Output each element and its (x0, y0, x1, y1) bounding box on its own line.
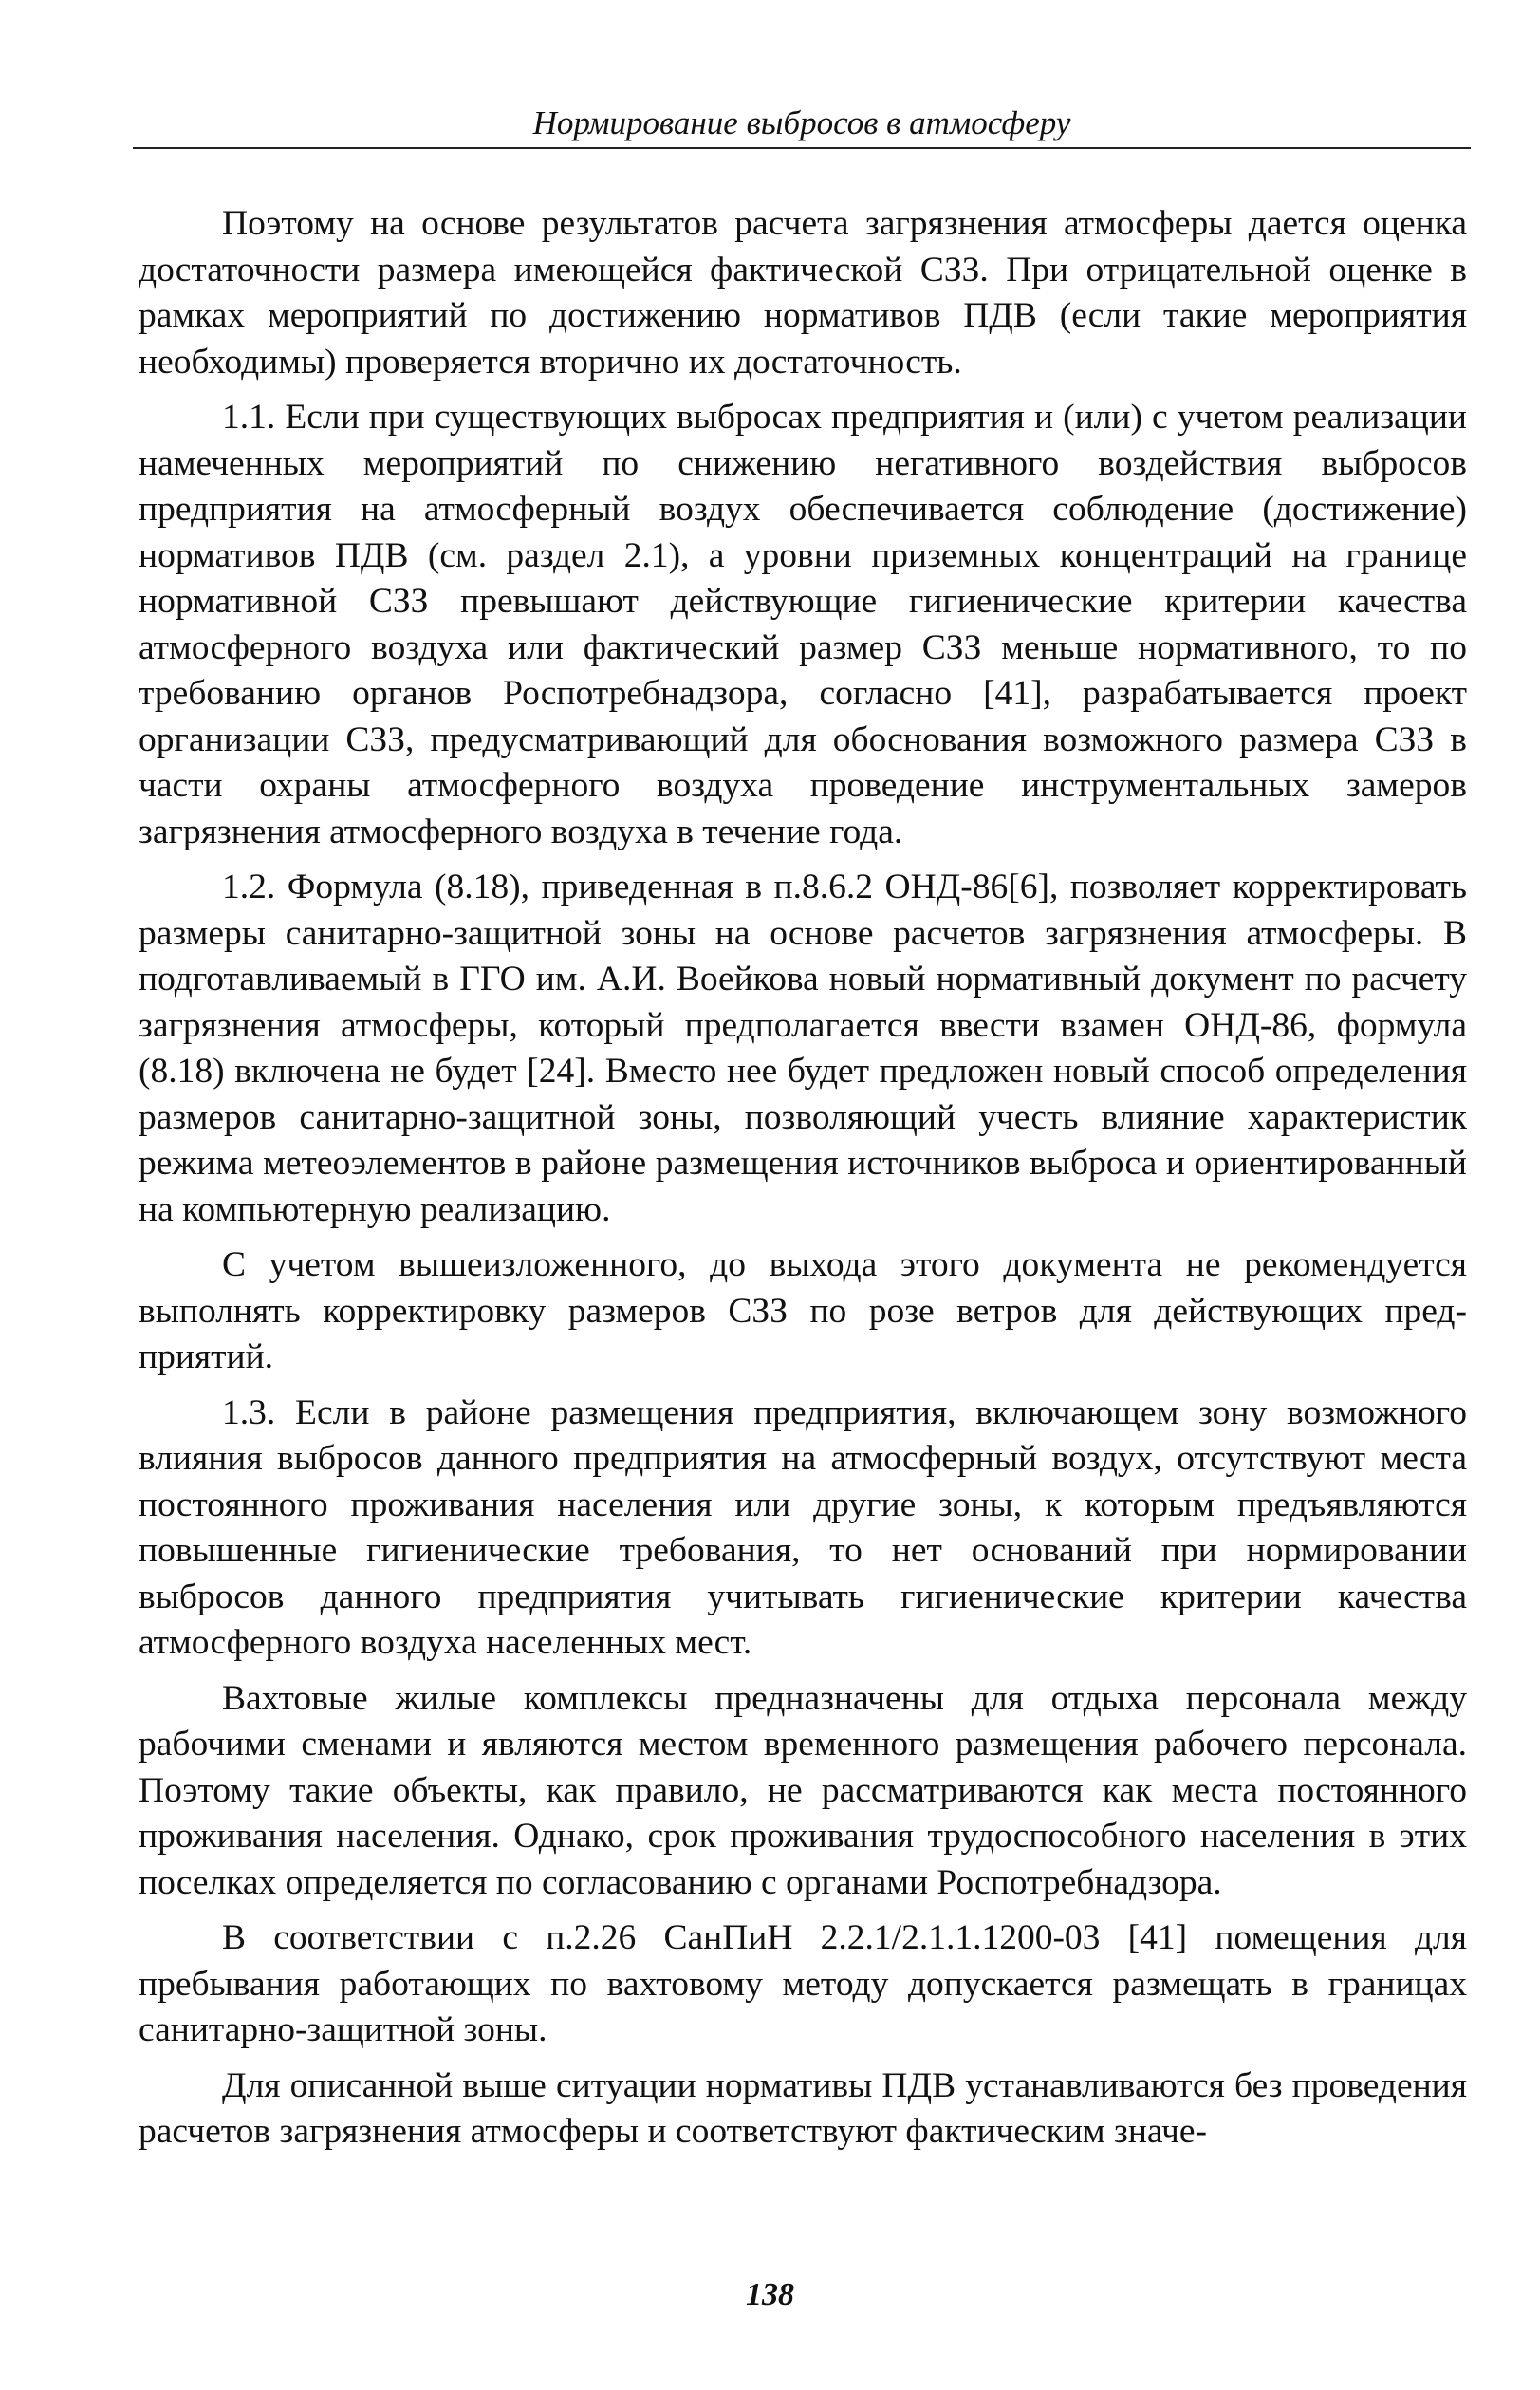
page-number: 138 (746, 2277, 794, 2312)
body-text (139, 201, 1467, 2165)
paragraph-pdv-situation: Для описанной выше ситуации нормативы ПДВ устанавливаются без проведения расчетов загрязнения атмосферы и соответствуют фактическим значе- (139, 2065, 1467, 2151)
paragraph-1-2: 1.2. Формула (8.18), приведенная в п.8.6.2 ОНД-86[6], позволяет корректировать размеры санитарно-защитной зоны на основе расчетов загрязнения атмосферы. В подготавливаемый в ГГО им. А.И. Воейкова новый нормативный документ по расчету загрязнения атмосферы, который предполагается ввести взамен ОНД-86, формула (8.18) включена не будет [24]. Вместо нее будет предложен новый способ определения размеров санитарно-защитной зоны, позволяющий учесть влияние характеристик режима метеоэлементов в районе размещения источников выброса и ориентированный на компьютерную реализацию. (139, 868, 1467, 1229)
paragraph-1-1: 1.1. Если при существующих выбросах предприятия и (или) с учетом реализации намеченных мероприятий по снижению негативного воздействия выбросов предприятия на атмосферный воздух обеспечивается соблюдение (достижение) нормативов ПДВ (см. раздел 2.1), а уровни приземных концентраций на границе нормативной СЗЗ превышают действующие гигиенические критерии качества атмосферного воздуха или фактический размер СЗЗ меньше нормативного, то по требованию органов Роспотребнадзора, согласно [41], разрабатывается проект организации СЗЗ, предусматривающий для обоснования возможного размера СЗЗ в части охраны атмосферного воздуха проведение инструментальных замеров загрязнения атмосферного воздуха в течение года. (139, 398, 1467, 851)
paragraph-1-3: 1.3. Если в районе размещения предприятия, включающем зону возможного влияния выбросов данного предприятия на атмосферный воздух, отсутствуют места постоянного проживания населения или другие зоны, к которым предъявляются повышенные гигиенические требования, то нет оснований при нормировании выбросов данного предприятия учитывать гигиенические критерии качества атмосферного воздуха населенных мест. (139, 1392, 1467, 1662)
header-rule (133, 147, 1471, 149)
running-header: Нормирование выбросов в атмосферу (532, 104, 1071, 141)
paragraph-recommendation: С учетом вышеизложенного, до выхода этого документа не рекомендуется выполнять корректировку размеров СЗЗ по розе ветров для действующих предприятий. (139, 1245, 1467, 1376)
paragraph-intro: Поэтому на основе результатов расчета загрязнения атмосферы дается оценка достаточности размера имеющейся фактической СЗЗ. При отрицательной оценке в рамках мероприятий по достижению нормативов ПДВ (если такие мероприятия необходимы) проверяется вторично их достаточность. (139, 204, 1467, 382)
paragraph-sanpin: В соответствии с п.2.26 СанПиН 2.2.1/2.1.1.1200-03 [41] помещения для пребывания работающих по вахтовому методу допускается размещать в границах санитарно-защитной зоны. (139, 1918, 1467, 2049)
paragraph-shift-camps: Вахтовые жилые комплексы предназначены для отдыха персонала между рабочими сменами и являются местом временного размещения рабочего персонала. Поэтому такие объекты, как правило, не рассматриваются как места постоянного проживания населения. Однако, срок проживания трудоспособного населения в этих поселках определяется по согласованию с органами Роспотребнадзора. (139, 1678, 1467, 1902)
